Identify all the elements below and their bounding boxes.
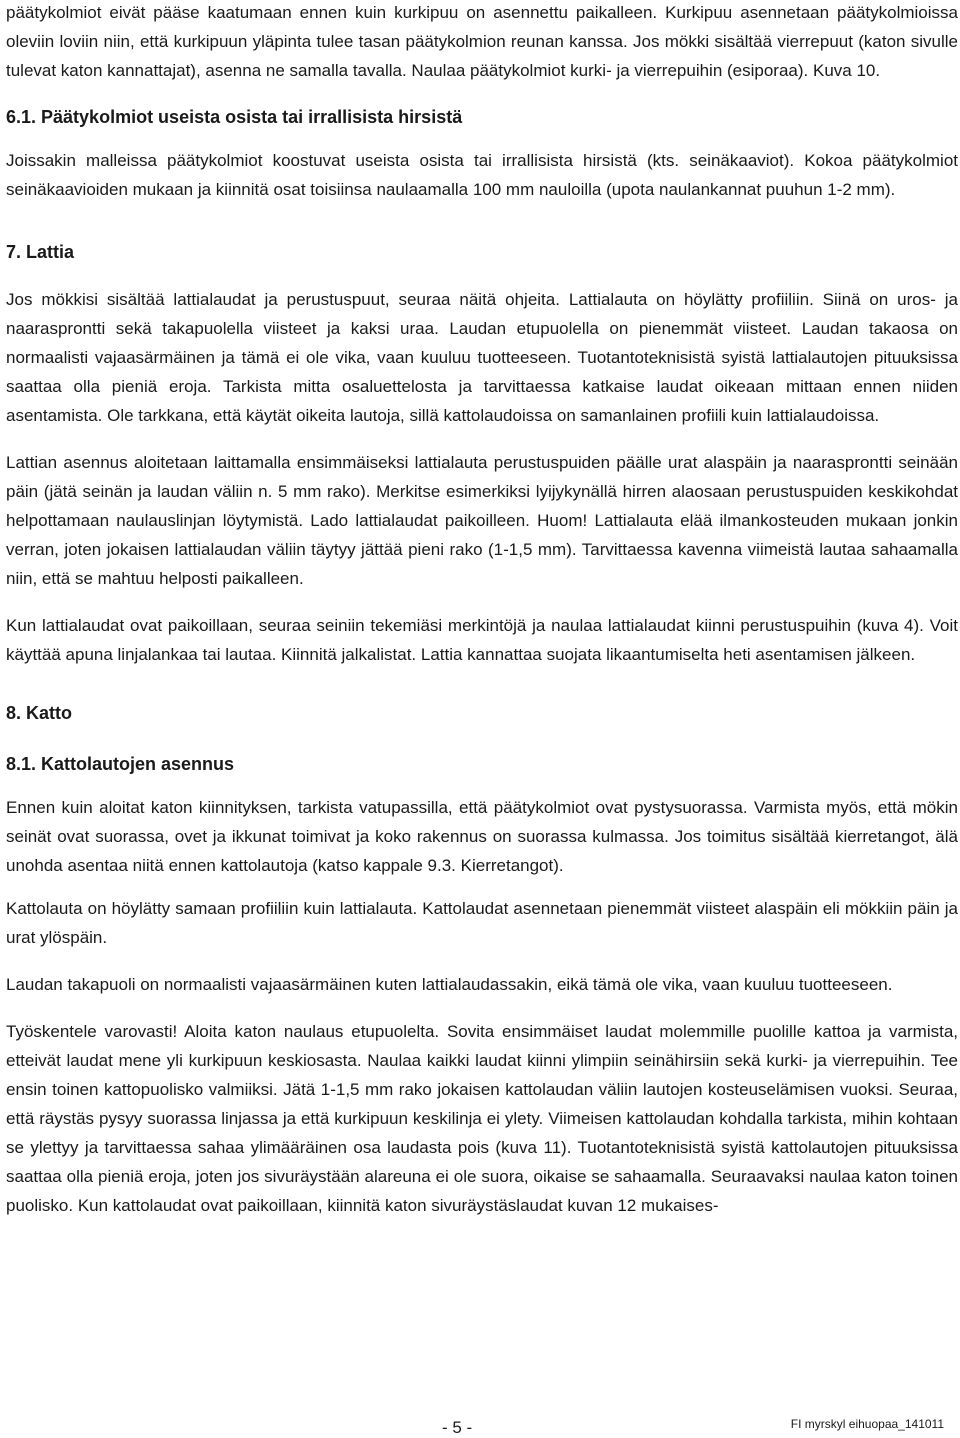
section-heading-8-1: 8.1. Kattolautojen asennus — [6, 754, 235, 774]
section-8-1-paragraph-1: Ennen kuin aloitat katon kiinnityksen, tarkista vatupassilla, että päätykolmiot ovat pystysuorassa. Varmista myös, että mökin seinät ovat suorassa, ovet ja ikkunat toimivat ja koko rakennus on suorassa kulmassa. Jos toimitus sisältää kierretangot, älä unohda asentaa niitä ennen kattolautoja (katso kappale 9.3. Kierretangot). — [6, 798, 958, 875]
section-7-paragraph-1: Jos mökkisi sisältää lattialaudat ja perustuspuut, seuraa näitä ohjeita. Lattialauta on höylätty profiiliin. Siinä on uros- ja naarasprontti sekä takapuolella viisteet ja kaksi uraa. Laudan etupuolella on pienemmät viisteet. Laudan takaosa on normaalisti vajaasärmäinen ja tämä ei ole vika, vaan kuuluu tuotteeseen. Tuotantoteknisistä syistä lattialautojen pituuksissa saattaa olla pieniä eroja. Tarkista mitta osaluettelosta ja tarvittaessa katkaise laudat oikeaan mittaan ennen niiden asentamista. Ole tarkkana, että käytät oikeita lautoja, sillä kattolaudoissa on samanlainen profiili kuin lattialaudoissa. — [6, 290, 958, 425]
document-page — [6, 0, 958, 1220]
page-footer — [0, 1412, 960, 1438]
intro-paragraph: päätykolmiot eivät pääse kaatumaan ennen kuin kurkipuu on asennettu paikalleen. Kurkipuu asennetaan päätykolmioissa oleviin loviin niin, että kurkipuun yläpinta tulee tasan päätykolmion reunan kanssa. Jos mökki sisältää vierrepuut (katon sivulle tulevat katon kannattajat), asenna ne samalla tavalla. Naulaa päätykolmiot kurki- ja vierrepuihin (esiporaa). Kuva 10. — [6, 3, 958, 80]
section-8-1-paragraph-3: Laudan takapuoli on normaalisti vajaasärmäinen kuten lattialaudassakin, eikä tämä ole vika, vaan kuuluu tuotteeseen. — [6, 975, 893, 994]
section-7-paragraph-2: Lattian asennus aloitetaan laittamalla ensimmäiseksi lattialauta perustuspuiden päälle urat alaspäin ja naarasprontti seinään päin (jätä seinän ja laudan väliin n. 5 mm rako). Merkitse esimerkiksi lyijykynällä hirren alaosaan perustuspuiden keskikohdat helpottamaan naulauslinjan löytymistä. Lado lattialaudat paikoilleen. Huom! Lattialauta elää ilmankosteuden mukaan jonkin verran, joten jokaisen lattialaudan väliin täytyy jättää pieni rako (1-1,5 mm). Tarvittaessa kavenna viimeistä lautaa sahaamalla niin, että se mahtuu helposti paikalleen. — [6, 453, 958, 588]
document-code: FI myrskyl eihuopaa_141011 — [790, 1417, 944, 1431]
section-heading-8: 8. Katto — [6, 703, 73, 723]
section-6-1-paragraph: Joissakin malleissa päätykolmiot koostuvat useista osista tai irrallisista hirsistä (kts. seinäkaaviot). Kokoa päätykolmiot seinäkaavioiden mukaan ja kiinnitä osat toisiinsa naulaamalla 100 mm nauloilla (upota naulankannat puuhun 1-2 mm). — [6, 151, 958, 199]
section-8-1-paragraph-2: Kattolauta on höylätty samaan profiiliin kuin lattialauta. Kattolaudat asennetaan pienemmät viisteet alaspäin eli mökkiin päin ja urat ylöspäin. — [6, 899, 958, 947]
section-7-paragraph-3: Kun lattialaudat ovat paikoillaan, seuraa seiniin tekemiäsi merkintöjä ja naulaa lattialaudat kiinni perustuspuihin (kuva 4). Voit käyttää apuna linjalankaa tai lautaa. Kiinnitä jalkalistat. Lattia kannattaa suojata likaantumiselta heti asentamisen jälkeen. — [6, 616, 958, 664]
section-heading-7: 7. Lattia — [6, 242, 75, 262]
page-number: - 5 - — [442, 1418, 473, 1437]
section-8-1-paragraph-4: Työskentele varovasti! Aloita katon naulaus etupuolelta. Sovita ensimmäiset laudat molemmille puolille kattoa ja varmista, etteivät laudat mene yli kurkipuun keskiosasta. Naulaa kaikki laudat kiinni ylimpiin seinähirsiin sekä kurki- ja vierrepuihin. Tee ensin toinen kattopuolisko valmiiksi. Jätä 1-1,5 mm rako jokaisen kattolaudan väliin lautojen kosteuselämisen vuoksi. Seuraa, että räystäs pysyy suorassa linjassa ja että kurkipuun keskilinja ei ylety. Viimeisen kattolaudan kohdalla tarkista, mihin kohtaan se ylettyy ja tarvittaessa sahaa ylimääräinen osa laudasta pois (kuva 11). Tuotantoteknisistä syistä kattolautojen pituuksissa saattaa olla pieniä eroja, joten jos sivuräystään alareuna ei ole suora, oikaise se sahaamalla. Seuraavaksi naulaa katon toinen puolisko. Kun kattolaudat ovat paikoillaan, kiinnitä katon sivuräystäslaudat kuvan 12 mukaises- — [6, 1022, 958, 1215]
section-heading-6-1: 6.1. Päätykolmiot useista osista tai irrallisista hirsistä — [6, 107, 463, 127]
